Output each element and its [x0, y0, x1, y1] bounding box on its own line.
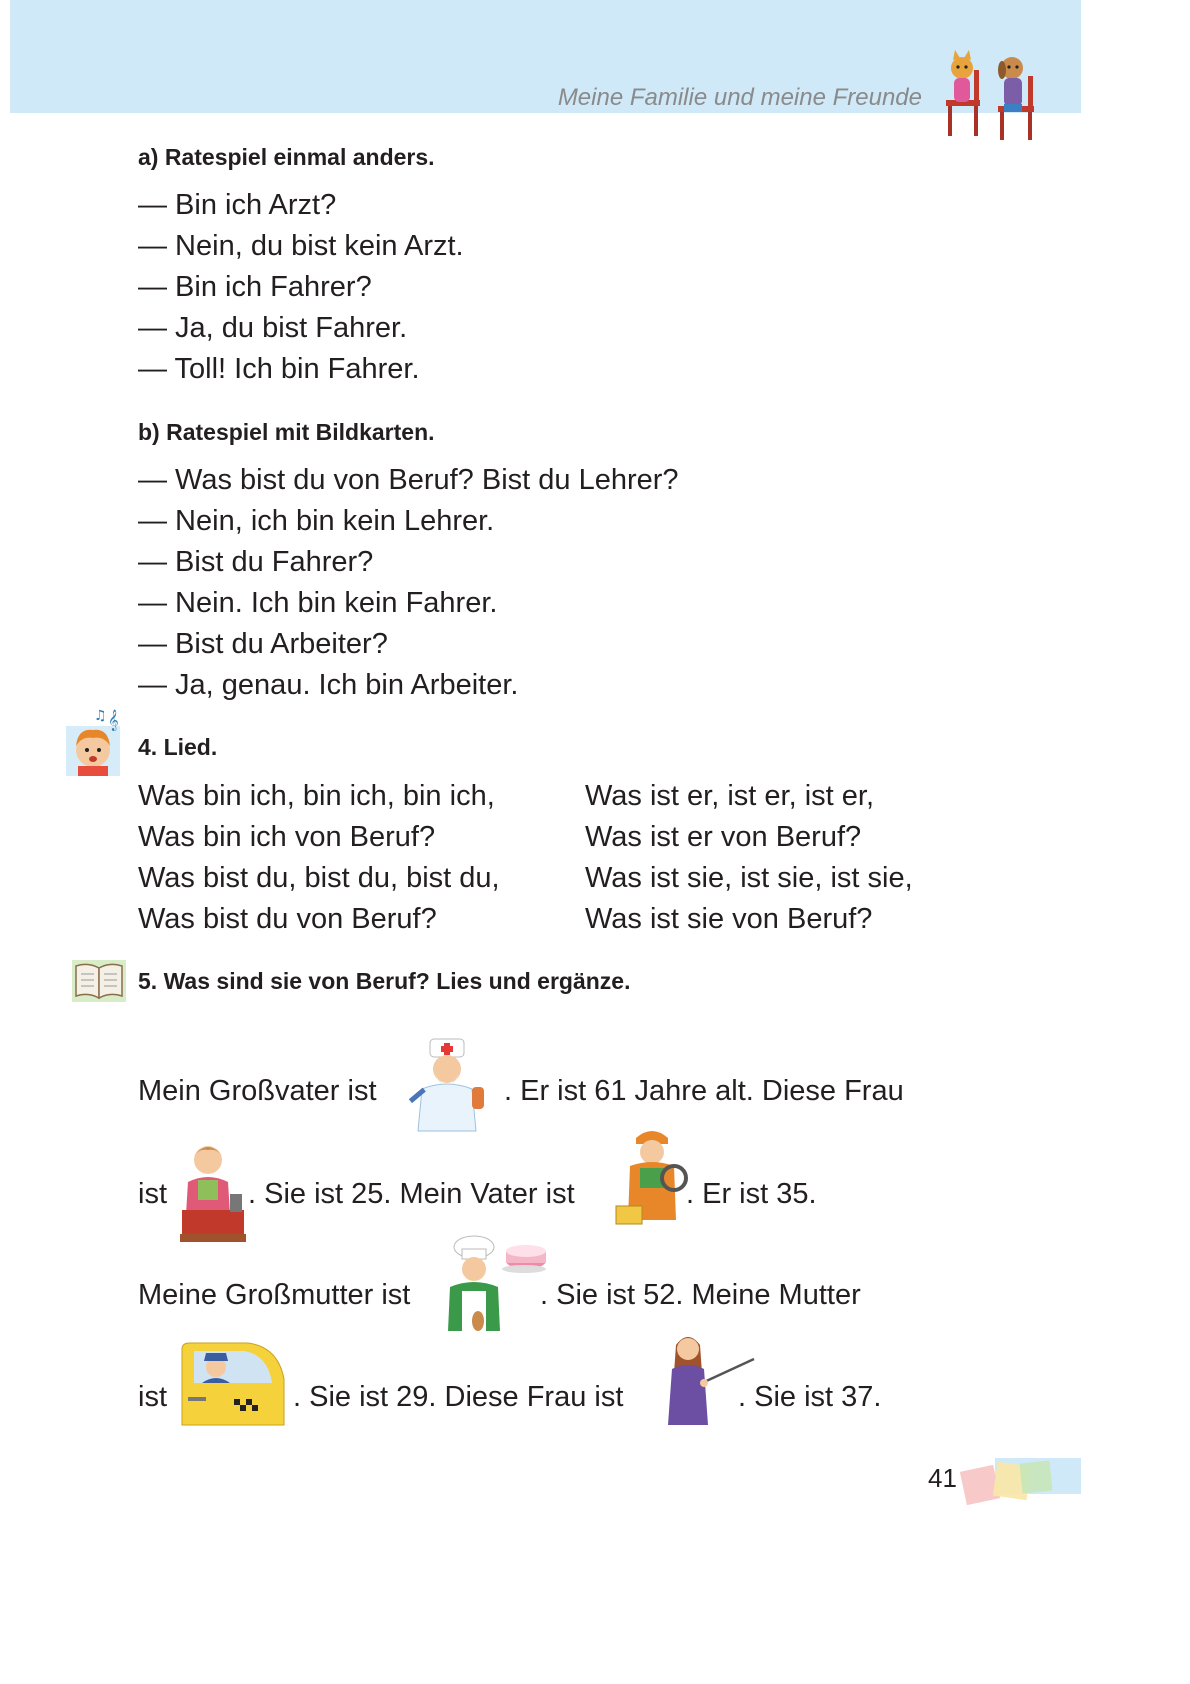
page-number: 41	[928, 1463, 957, 1493]
dialogue-line: — Bist du Fahrer?	[138, 546, 374, 578]
pastry-cook-icon	[440, 1235, 550, 1335]
task4-heading: 4. Lied.	[138, 734, 218, 760]
section-a-heading: a) Ratespiel einmal anders.	[138, 144, 435, 170]
dialogue-line: — Bin ich Fahrer?	[138, 271, 372, 303]
exercise-text: . Er ist 61 Jahre alt. Diese Frau	[504, 1075, 904, 1107]
exercise-text: . Sie ist 25. Mein Vater ist	[248, 1178, 575, 1210]
exercise-line-4	[138, 1329, 958, 1449]
dialogue-line: — Toll! Ich bin Fahrer.	[138, 353, 420, 385]
song-line: Was bist du von Beruf?	[138, 903, 437, 935]
dialogue-line: — Bist du Arbeiter?	[138, 628, 388, 660]
cat-and-dog-on-chairs-icon	[940, 50, 1044, 142]
song-right-column	[585, 776, 913, 940]
doctor-icon	[400, 1035, 500, 1135]
exercise-text: ist	[138, 1178, 167, 1210]
open-book-icon	[72, 960, 126, 1002]
song-line: Was bist du, bist du, bist du,	[138, 862, 500, 894]
exercise-text: . Er ist 35.	[686, 1178, 817, 1210]
song-line: Was ist er von Beruf?	[585, 821, 862, 853]
dialogue-line: — Nein, du bist kein Arzt.	[138, 230, 464, 262]
dialogue-line: — Bin ich Arzt?	[138, 189, 337, 221]
singing-child-icon	[64, 706, 122, 778]
teacher-icon	[666, 1329, 758, 1429]
exercise-text: . Sie ist 29. Diese Frau ist	[293, 1381, 624, 1413]
song-line: Was ist sie, ist sie, ist sie,	[585, 862, 913, 894]
section-a-dialogue	[138, 185, 464, 390]
chapter-title: Meine Familie und meine Freunde	[557, 84, 922, 111]
task5-heading: 5. Was sind sie von Beruf? Lies und ergänze.	[138, 968, 631, 994]
song-line: Was ist er, ist er, ist er,	[585, 780, 874, 812]
exercise-text: Meine Großmutter ist	[138, 1279, 411, 1311]
exercise-text: . Sie ist 37.	[738, 1381, 882, 1413]
dialogue-line: — Nein. Ich bin kein Fahrer.	[138, 587, 498, 619]
colored-tiles-icon	[955, 1458, 1085, 1514]
song-line: Was bin ich, bin ich, bin ich,	[138, 780, 495, 812]
cashier-icon	[176, 1138, 250, 1244]
exercise-text: . Sie ist 52. Meine Mutter	[540, 1279, 861, 1311]
section-b-heading: b) Ratespiel mit Bildkarten.	[138, 419, 435, 445]
dialogue-line: — Ja, du bist Fahrer.	[138, 312, 408, 344]
svg-text:𝄞: 𝄞	[108, 710, 119, 731]
taxi-driver-icon	[178, 1339, 288, 1429]
song-line: Was bin ich von Beruf?	[138, 821, 436, 853]
section-b-dialogue	[138, 460, 679, 706]
worker-icon	[614, 1124, 692, 1232]
exercise-text: ist	[138, 1381, 167, 1413]
exercise-line-2	[138, 1124, 958, 1244]
dialogue-line: — Ja, genau. Ich bin Arbeiter.	[138, 669, 519, 701]
dialogue-line: — Was bist du von Beruf? Bist du Lehrer?	[138, 464, 679, 496]
svg-text:♫: ♫	[94, 708, 107, 724]
dialogue-line: — Nein, ich bin kein Lehrer.	[138, 505, 495, 537]
song-left-column	[138, 776, 500, 940]
song-line: Was ist sie von Beruf?	[585, 903, 873, 935]
exercise-text: Mein Großvater ist	[138, 1075, 377, 1107]
